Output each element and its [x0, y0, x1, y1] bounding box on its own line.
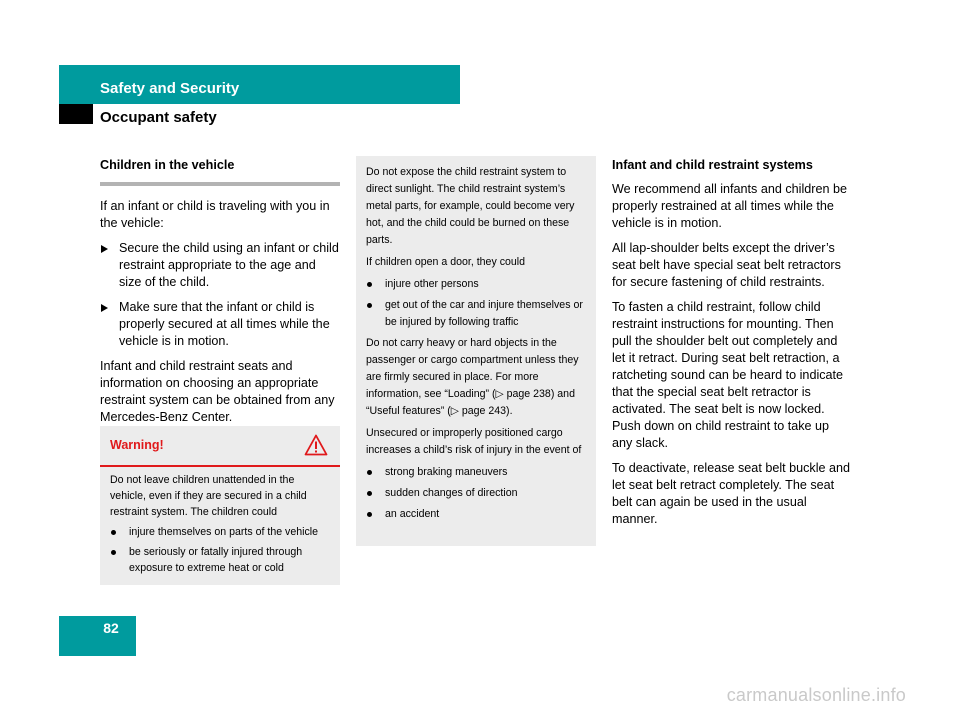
section-title: Safety and Security — [100, 80, 240, 97]
list-item-text: injure themselves on parts of the vehicle — [129, 526, 319, 538]
instruction-step — [100, 299, 340, 350]
body-paragraph: To fasten a child restraint, follow child restraint instructions for mounting. Then pull the shoulder belt out completely and let it retract. During seat belt retraction, a ratcheting sound can be heard to indicate that the special seat belt retractor is activated. The seat belt is now locked. Push down on child restraint to take up any slack. — [612, 300, 844, 450]
arrow-right-icon — [101, 245, 108, 253]
body-paragraph: All lap-shoulder belts except the driver’s seat belt have special seat belt retractors for secure fastening of child restraints. — [612, 241, 841, 289]
column-left — [100, 157, 340, 434]
instruction-step — [100, 240, 340, 291]
list-item-text: be seriously or fatally injured through exposure to extreme heat or cold — [129, 546, 303, 574]
box-paragraph: Do not carry heavy or hard objects in the passenger or cargo compartment unless they are firmly secured in place. For more information, see “Loading” (▷ page 238) and “Useful features” (▷ page 243). — [366, 337, 579, 417]
page-number: 82 — [103, 620, 119, 636]
warning-text: Do not leave children unattended in the vehicle, even if they are secured in a child restraint system. The children could — [110, 474, 307, 518]
watermark: carmanualsonline.info — [726, 685, 906, 705]
step-text: Make sure that the infant or child is properly secured at all times while the vehicle is in motion. — [119, 300, 330, 348]
bullet-icon — [367, 491, 372, 496]
list-item — [366, 485, 588, 502]
bullet-icon — [111, 530, 116, 535]
bullet-icon — [367, 470, 372, 475]
section-heading: Infant and child restraint systems — [612, 158, 813, 172]
list-item — [366, 297, 588, 331]
list-item — [366, 506, 588, 523]
warning-header — [100, 426, 340, 467]
list-item-text: injure other persons — [385, 278, 479, 290]
box-paragraph: Do not expose the child restraint system to direct sunlight. The child restraint system’s metal parts, for example, could become very hot, and the child could be burned on these parts. — [366, 166, 575, 246]
list-item — [110, 544, 332, 576]
bullet-icon — [111, 550, 116, 555]
bullet-icon — [367, 303, 372, 308]
list-item-text: an accident — [385, 508, 440, 520]
intro-text: If an infant or child is traveling with you in the vehicle: — [100, 199, 330, 230]
section-heading: Children in the vehicle — [100, 158, 235, 172]
step-text: Secure the child using an infant or child restraint appropriate to the age and size of the child. — [119, 241, 339, 289]
warning-continuation-box — [356, 156, 596, 546]
warning-box — [100, 426, 340, 585]
list-item-text: strong braking maneuvers — [385, 466, 508, 478]
list-item-text: get out of the car and injure themselves or be injured by following traffic — [385, 299, 583, 328]
header-marker — [59, 104, 93, 124]
info-text: Infant and child restraint seats and information on choosing an appropriate restraint system can be obtained from any Mercedes-Benz Center. — [100, 359, 335, 424]
arrow-right-icon — [101, 304, 108, 312]
box-paragraph: If children open a door, they could — [366, 256, 526, 268]
subsection-title: Occupant safety — [100, 109, 217, 126]
list-item — [110, 524, 332, 540]
body-paragraph: To deactivate, release seat belt buckle and let seat belt retract completely. The seat belt can again be used in the usual manner. — [612, 461, 851, 526]
column-right — [612, 157, 852, 536]
box-paragraph: Unsecured or improperly positioned cargo increases a child’s risk of injury in the event of — [366, 427, 582, 456]
bullet-icon — [367, 282, 372, 287]
body-paragraph: We recommend all infants and children be properly restrained at all times while the vehicle is in motion. — [612, 182, 847, 230]
bullet-icon — [367, 512, 372, 517]
list-item — [366, 276, 588, 293]
list-item — [366, 464, 588, 481]
list-item-text: sudden changes of direction — [385, 487, 518, 499]
warning-triangle-icon — [304, 434, 328, 456]
heading-rule — [100, 182, 340, 186]
warning-title: Warning! — [110, 438, 164, 452]
